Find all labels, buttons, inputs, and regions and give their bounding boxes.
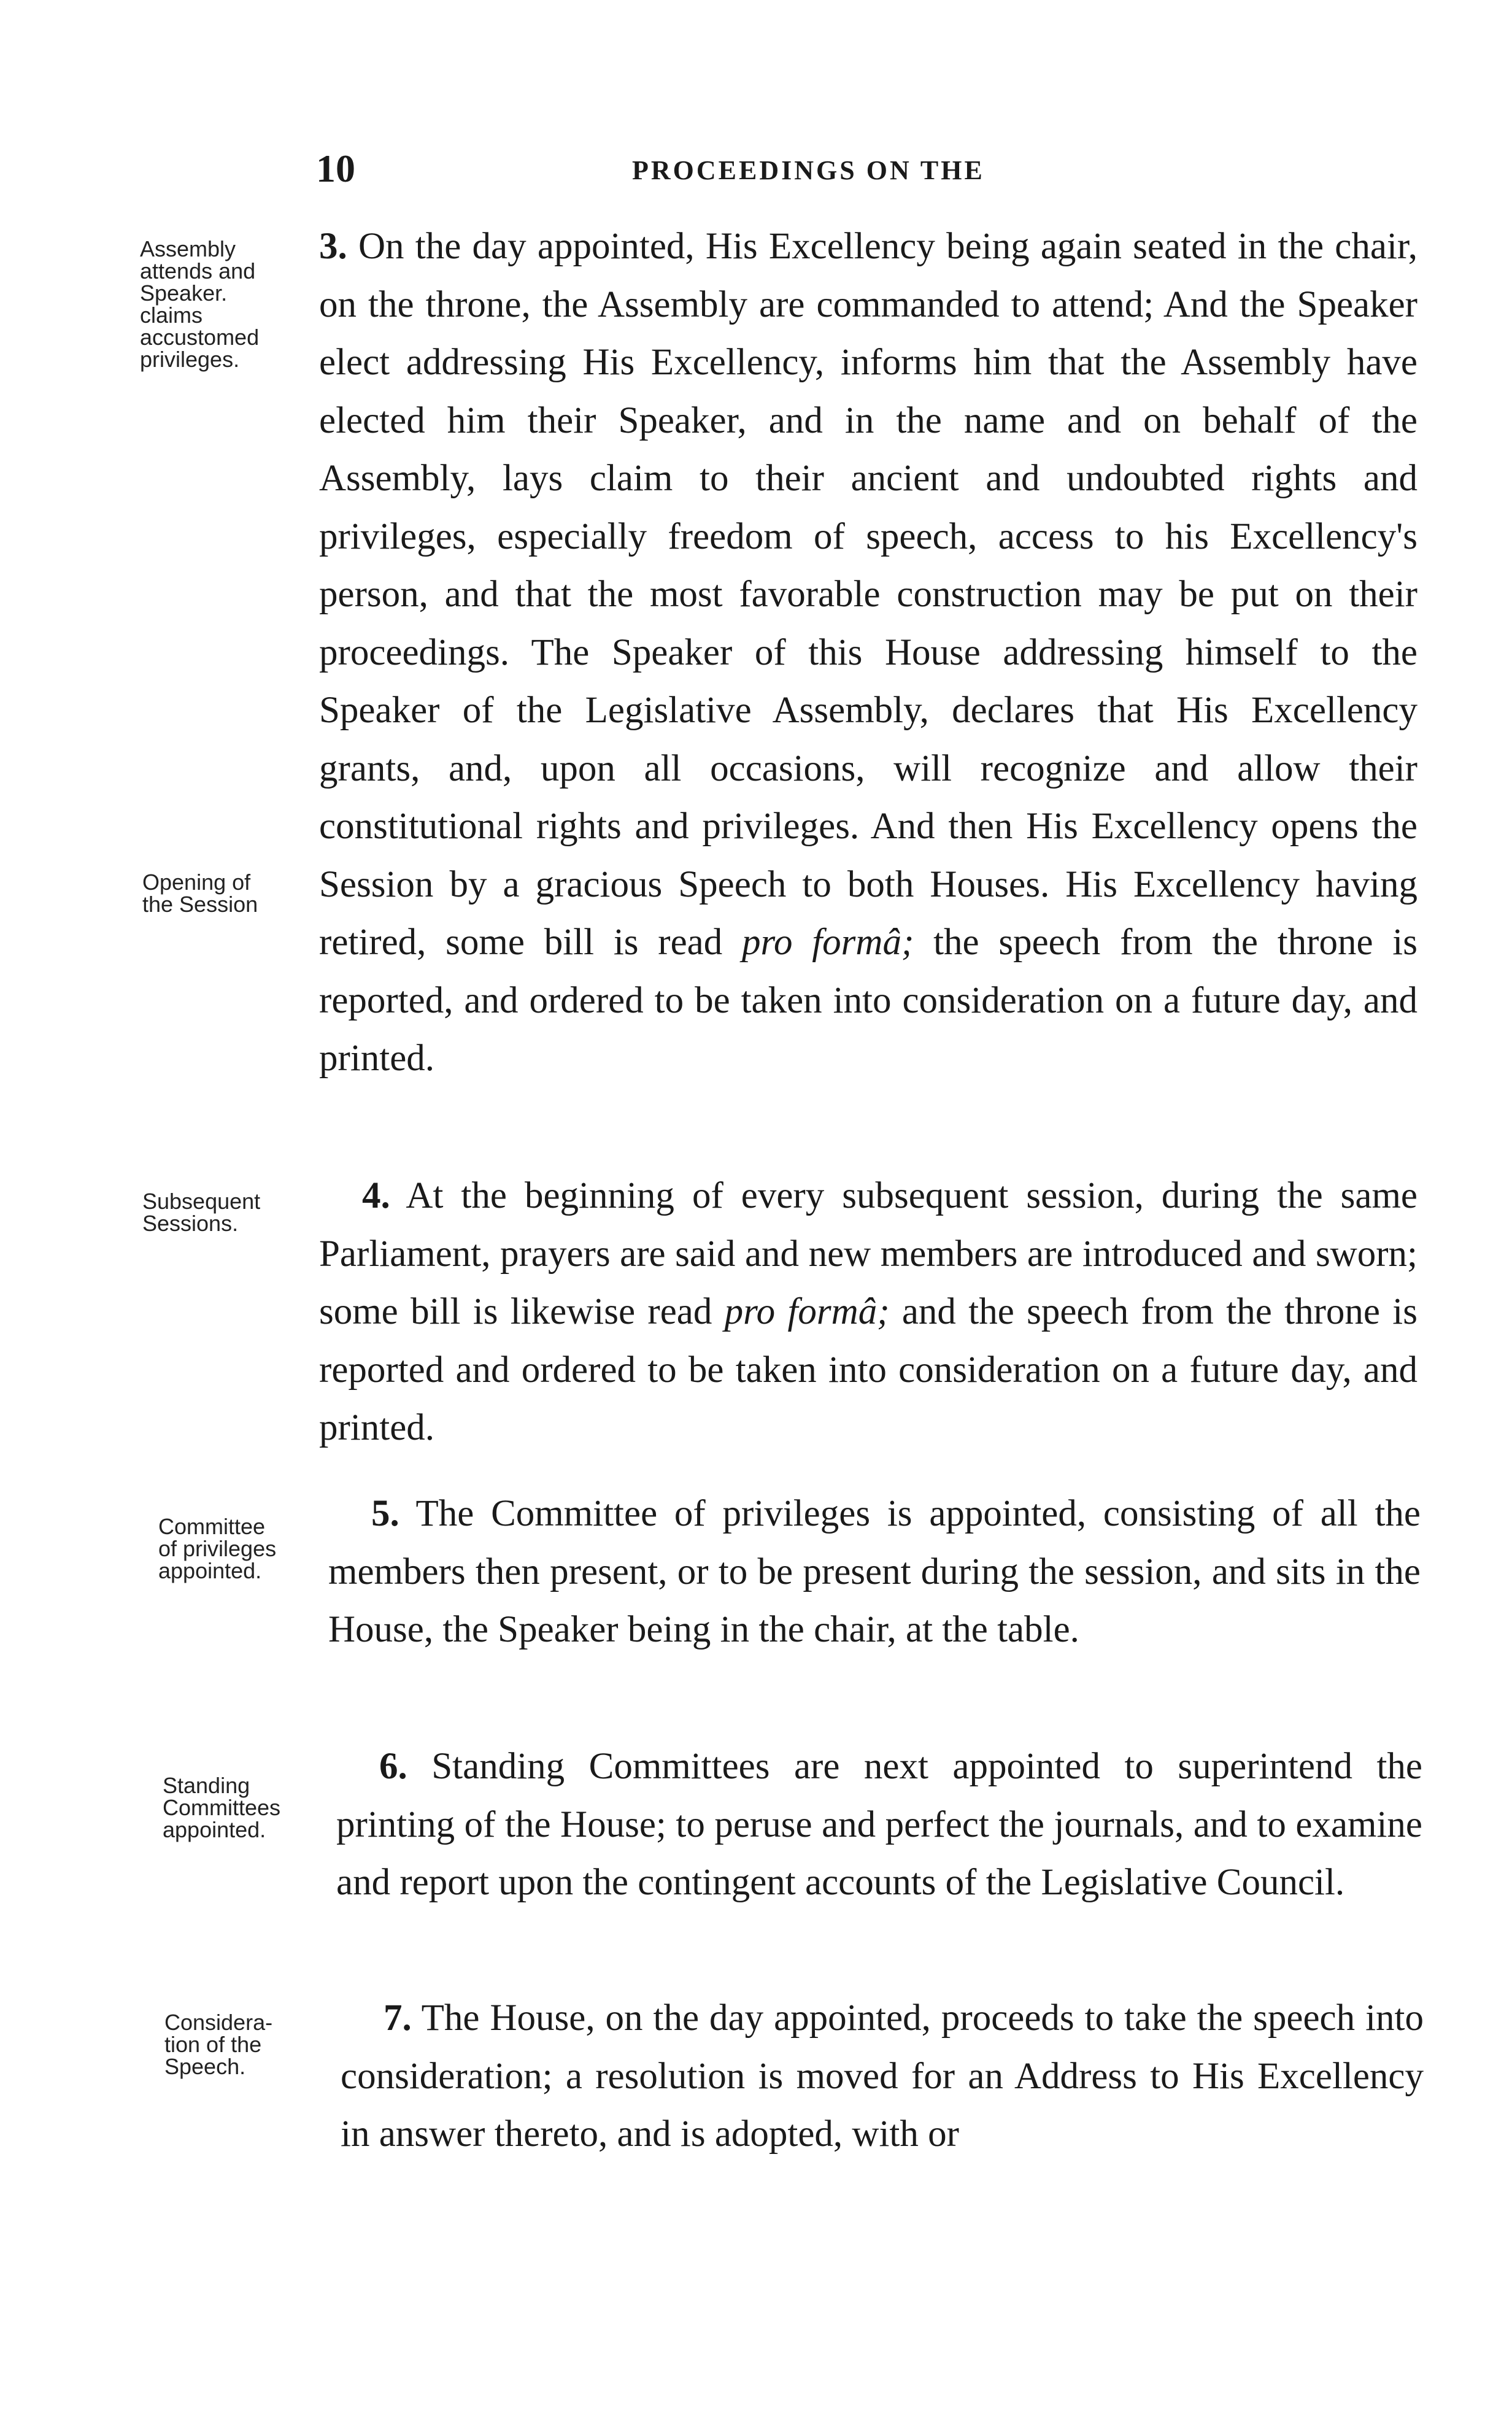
section-number: 4. [362, 1175, 390, 1216]
paragraph-text: The House, on the day appointed, proceeds to take the speech into consideration; a resolution is moved for an Address to His Excellency in answer thereto, and is adopted, with or [341, 1997, 1424, 2155]
margin-note-committee-privileges: Committee of privileges appointed. [158, 1514, 277, 1583]
running-head: PROCEEDINGS ON THE [632, 155, 985, 185]
paragraph-5 [328, 1485, 1421, 1659]
italic-phrase: pro formâ; [742, 922, 914, 963]
paragraph-text: The Committee of privileges is appointed, consisting of all the members then present, or to be present during the session, and sits in the House, the Speaker being in the chair, at the table. [328, 1493, 1421, 1650]
section-number: 6. [379, 1746, 407, 1787]
section-number: 3. [319, 226, 347, 267]
page-header [316, 146, 1439, 195]
paragraph-text-continued: and the speech from the throne is reported and ordered to be taken into consideration on a future day, and printed. [319, 1291, 1418, 1448]
section-number: 7. [384, 1997, 412, 2039]
page-number: 10 [316, 147, 355, 190]
paragraph-text: At the beginning of every subsequent session, during the same Parliament, prayers are said and new members are introduced and sworn; some bill is likewise read [319, 1175, 1418, 1332]
paragraph-text-continued: the speech from the throne is reported, and ordered to be taken into consideration on a future day, and printed. [319, 922, 1418, 1079]
margin-note-subsequent: Subsequent Sessions. [142, 1189, 261, 1236]
margin-note-standing: Standing Committees appointed. [163, 1773, 281, 1842]
margin-note-opening: Opening of the Session [142, 870, 258, 917]
margin-note-assembly: Assembly attends and Speaker. claims accustomed privileges. [140, 236, 260, 372]
italic-phrase: pro formâ; [724, 1291, 890, 1332]
paragraph-3 [319, 218, 1418, 1088]
paragraph-text: Standing Committees are next appointed to superintend the printing of the House; to peruse and perfect the journals, and to examine and report upon the contingent accounts of the Legislative Council. [336, 1746, 1423, 1903]
paragraph-text: On the day appointed, His Excellency being again seated in the chair, on the throne, the Assembly are commanded to attend; And the Speaker elect addressing His Excellency, informs him that the Assembly have elected him their Speaker, and in the name and on behalf of the Assembly, lays claim to their ancient and undoubted rights and privileges, especially freedom of speech, access to his Excellency's person, and that the most favorable construction may be put on their proceedings. The Speaker of this House addressing himself to the Speaker of the Legislative Assembly, declares that His Excellency grants, and, upon all occasions, will recognize and allow their constitutional rights and privileges. And then His Excellency opens the Session by a gracious Speech to both Houses. His Excellency having retired, some bill is read [319, 226, 1418, 963]
paragraph-4 [319, 1167, 1418, 1457]
paragraph-7 [341, 1989, 1424, 2164]
paragraph-6 [336, 1738, 1422, 1912]
section-number: 5. [371, 1493, 399, 1534]
margin-note-consideration: Considera- tion of the Speech. [164, 2010, 273, 2079]
